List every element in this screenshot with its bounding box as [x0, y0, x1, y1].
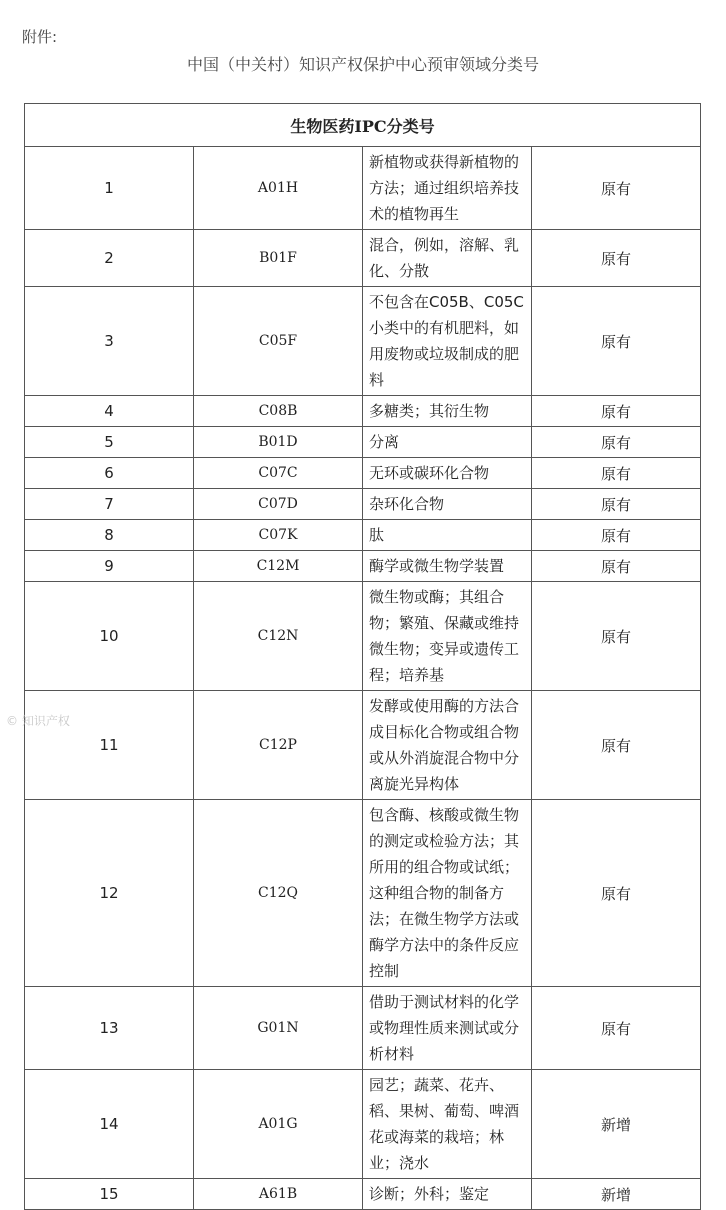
status-cell: 原有 [532, 582, 701, 691]
ipc-code: A61B [194, 1179, 363, 1210]
status-cell: 原有 [532, 458, 701, 489]
row-number: 7 [25, 489, 194, 520]
status-cell: 原有 [532, 489, 701, 520]
row-number: 8 [25, 520, 194, 551]
status-cell: 原有 [532, 427, 701, 458]
ipc-description: 包含酶、核酸或微生物的测定或检验方法；其所用的组合物或试纸；这种组合物的制备方法；在微生物学方法或酶学方法中的条件反应控制 [363, 800, 532, 987]
ipc-classification-table [24, 103, 701, 1210]
ipc-code: C05F [194, 287, 363, 396]
row-number: 6 [25, 458, 194, 489]
ipc-description: 不包含在C05B、C05C小类中的有机肥料，如用废物或垃圾制成的肥料 [363, 287, 532, 396]
row-number: 1 [25, 147, 194, 230]
status-cell: 原有 [532, 691, 701, 800]
attachment-label: 附件: [22, 28, 58, 46]
table-header: 生物医药IPC分类号 [25, 104, 701, 147]
row-number: 2 [25, 230, 194, 287]
table-row [25, 520, 701, 551]
row-number: 10 [25, 582, 194, 691]
ipc-code: C12N [194, 582, 363, 691]
row-number: 12 [25, 800, 194, 987]
ipc-code: C12M [194, 551, 363, 582]
ipc-description: 分离 [363, 427, 532, 458]
table-row [25, 1070, 701, 1179]
table-row [25, 287, 701, 396]
table-row [25, 987, 701, 1070]
ipc-code: C07D [194, 489, 363, 520]
ipc-description: 诊断；外科；鉴定 [363, 1179, 532, 1210]
table-row [25, 582, 701, 691]
table-row [25, 800, 701, 987]
row-number: 11 [25, 691, 194, 800]
ipc-description: 园艺；蔬菜、花卉、稻、果树、葡萄、啤酒花或海菜的栽培；林业；浇水 [363, 1070, 532, 1179]
ipc-description: 新植物或获得新植物的方法；通过组织培养技术的植物再生 [363, 147, 532, 230]
document-title: 中国（中关村）知识产权保护中心预审领域分类号 [186, 55, 539, 74]
ipc-code: C12P [194, 691, 363, 800]
ipc-code: C07C [194, 458, 363, 489]
table-row [25, 691, 701, 800]
status-cell: 原有 [532, 147, 701, 230]
ipc-description: 微生物或酶；其组合物；繁殖、保藏或维持微生物；变异或遗传工程；培养基 [363, 582, 532, 691]
row-number: 13 [25, 987, 194, 1070]
ipc-description: 无环或碳环化合物 [363, 458, 532, 489]
table-row [25, 427, 701, 458]
ipc-description: 肽 [363, 520, 532, 551]
table-row [25, 458, 701, 489]
ipc-description: 杂环化合物 [363, 489, 532, 520]
status-cell: 新增 [532, 1179, 701, 1210]
row-number: 9 [25, 551, 194, 582]
ipc-code: C08B [194, 396, 363, 427]
table-row [25, 1179, 701, 1210]
ipc-description: 借助于测试材料的化学或物理性质来测试或分析材料 [363, 987, 532, 1070]
table-row [25, 147, 701, 230]
row-number: 5 [25, 427, 194, 458]
ipc-code: A01G [194, 1070, 363, 1179]
status-cell: 新增 [532, 1070, 701, 1179]
ipc-description: 酶学或微生物学装置 [363, 551, 532, 582]
ipc-description: 发酵或使用酶的方法合成目标化合物或组合物或从外消旋混合物中分离旋光异构体 [363, 691, 532, 800]
table-header-row [25, 104, 701, 147]
row-number: 3 [25, 287, 194, 396]
ipc-code: G01N [194, 987, 363, 1070]
status-cell: 原有 [532, 287, 701, 396]
status-cell: 原有 [532, 987, 701, 1070]
ipc-description: 混合，例如，溶解、乳化、分散 [363, 230, 532, 287]
ipc-description: 多糖类；其衍生物 [363, 396, 532, 427]
watermark: © 知识产权 [6, 714, 70, 728]
ipc-code: C07K [194, 520, 363, 551]
table-row [25, 230, 701, 287]
status-cell: 原有 [532, 800, 701, 987]
status-cell: 原有 [532, 396, 701, 427]
status-cell: 原有 [532, 520, 701, 551]
table-body [25, 147, 701, 1210]
row-number: 4 [25, 396, 194, 427]
table-row [25, 489, 701, 520]
table-row [25, 396, 701, 427]
status-cell: 原有 [532, 551, 701, 582]
status-cell: 原有 [532, 230, 701, 287]
table-row [25, 551, 701, 582]
ipc-code: B01D [194, 427, 363, 458]
row-number: 15 [25, 1179, 194, 1210]
ipc-code: C12Q [194, 800, 363, 987]
ipc-code: B01F [194, 230, 363, 287]
row-number: 14 [25, 1070, 194, 1179]
ipc-code: A01H [194, 147, 363, 230]
